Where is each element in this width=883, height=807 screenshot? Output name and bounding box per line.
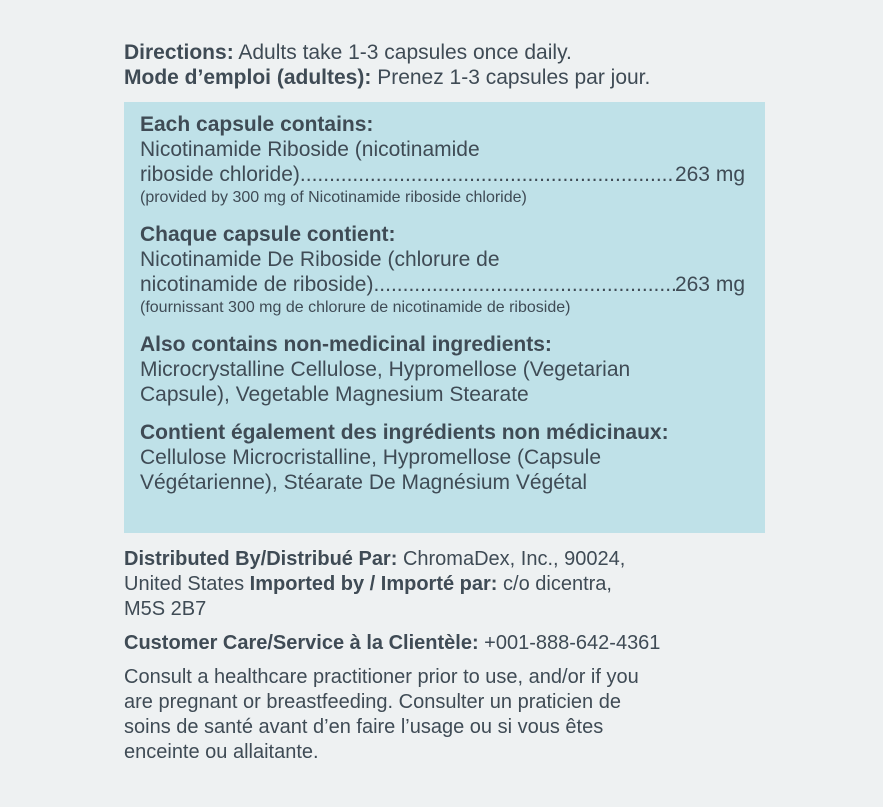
- imported-by-text-2: M5S 2B7: [124, 598, 207, 620]
- supplement-label: [124, 40, 784, 765]
- capsule-contents-fr-line1: Nicotinamide De Riboside (chlorure de: [140, 248, 500, 271]
- capsule-contents-fr-heading: Chaque capsule contient:: [140, 223, 396, 246]
- distribution-section: [124, 547, 784, 765]
- customer-care-label: Customer Care/Service à la Clientèle:: [124, 632, 479, 654]
- directions-en-label: Directions:: [124, 41, 234, 64]
- non-medicinal-fr-line2: Végétarienne), Stéarate De Magnésium Végétal: [140, 471, 588, 494]
- non-medicinal-fr-heading: Contient également des ingrédients non médicinaux:: [140, 421, 669, 444]
- capsule-contents-en-line2: riboside chloride): [140, 163, 300, 186]
- directions-fr-label: Mode d’emploi (adultes):: [124, 66, 372, 89]
- ingredients-panel: [124, 102, 765, 533]
- warning-text: [124, 665, 784, 765]
- directions-en-text: Adults take 1-3 capsules once daily.: [238, 41, 572, 64]
- capsule-contents-en: [140, 113, 765, 209]
- dot-leader: [300, 162, 675, 187]
- customer-care-phone: +001-888-642-4361: [484, 632, 661, 654]
- capsule-contents-en-amount-row: [140, 162, 745, 187]
- capsule-contents-fr-amount-row: [140, 272, 745, 297]
- distribution-text: [124, 547, 784, 622]
- non-medicinal-fr-line1: Cellulose Microcristalline, Hypromellose (Capsule: [140, 446, 601, 469]
- customer-care: [124, 631, 784, 656]
- warning-line3: soins de santé avant d’en faire l’usage ou si vous êtes: [124, 716, 604, 738]
- distributed-by-label: Distributed By/Distribué Par:: [124, 548, 398, 570]
- non-medicinal-en-heading: Also contains non-medicinal ingredients:: [140, 333, 552, 356]
- imported-by-label: Imported by / Importé par:: [249, 573, 498, 595]
- distributed-by-text-2: United States: [124, 573, 245, 595]
- directions-section: [124, 40, 784, 90]
- directions-en: [124, 40, 784, 65]
- warning-line4: enceinte ou allaitante.: [124, 741, 319, 763]
- capsule-contents-fr-line2: nicotinamide de riboside): [140, 273, 374, 296]
- capsule-contents-en-amount: 263 mg: [674, 163, 745, 186]
- distributed-by-text-1: ChromaDex, Inc., 90024,: [402, 548, 626, 570]
- non-medicinal-en: [140, 333, 765, 407]
- directions-fr-text: Prenez 1-3 capsules par jour.: [377, 66, 651, 89]
- capsule-contents-fr: [140, 223, 765, 319]
- capsule-contents-fr-note: (fournissant 300 mg de chlorure de nicotinamide de riboside): [140, 299, 571, 316]
- capsule-contents-fr-amount: 263 mg: [674, 273, 745, 296]
- dot-leader: [373, 272, 674, 297]
- imported-by-text-1: c/o dicentra,: [503, 573, 612, 595]
- non-medicinal-fr: [140, 421, 765, 495]
- warning-line1: Consult a healthcare practitioner prior to use, and/or if you: [124, 666, 639, 688]
- directions-fr: [124, 65, 784, 90]
- capsule-contents-en-heading: Each capsule contains:: [140, 113, 374, 136]
- warning-line2: are pregnant or breastfeeding. Consulter un praticien de: [124, 691, 621, 713]
- capsule-contents-en-line1: Nicotinamide Riboside (nicotinamide: [140, 138, 480, 161]
- non-medicinal-en-line1: Microcrystalline Cellulose, Hypromellose (Vegetarian: [140, 358, 631, 381]
- non-medicinal-en-line2: Capsule), Vegetable Magnesium Stearate: [140, 383, 529, 406]
- capsule-contents-en-note: (provided by 300 mg of Nicotinamide riboside chloride): [140, 189, 527, 206]
